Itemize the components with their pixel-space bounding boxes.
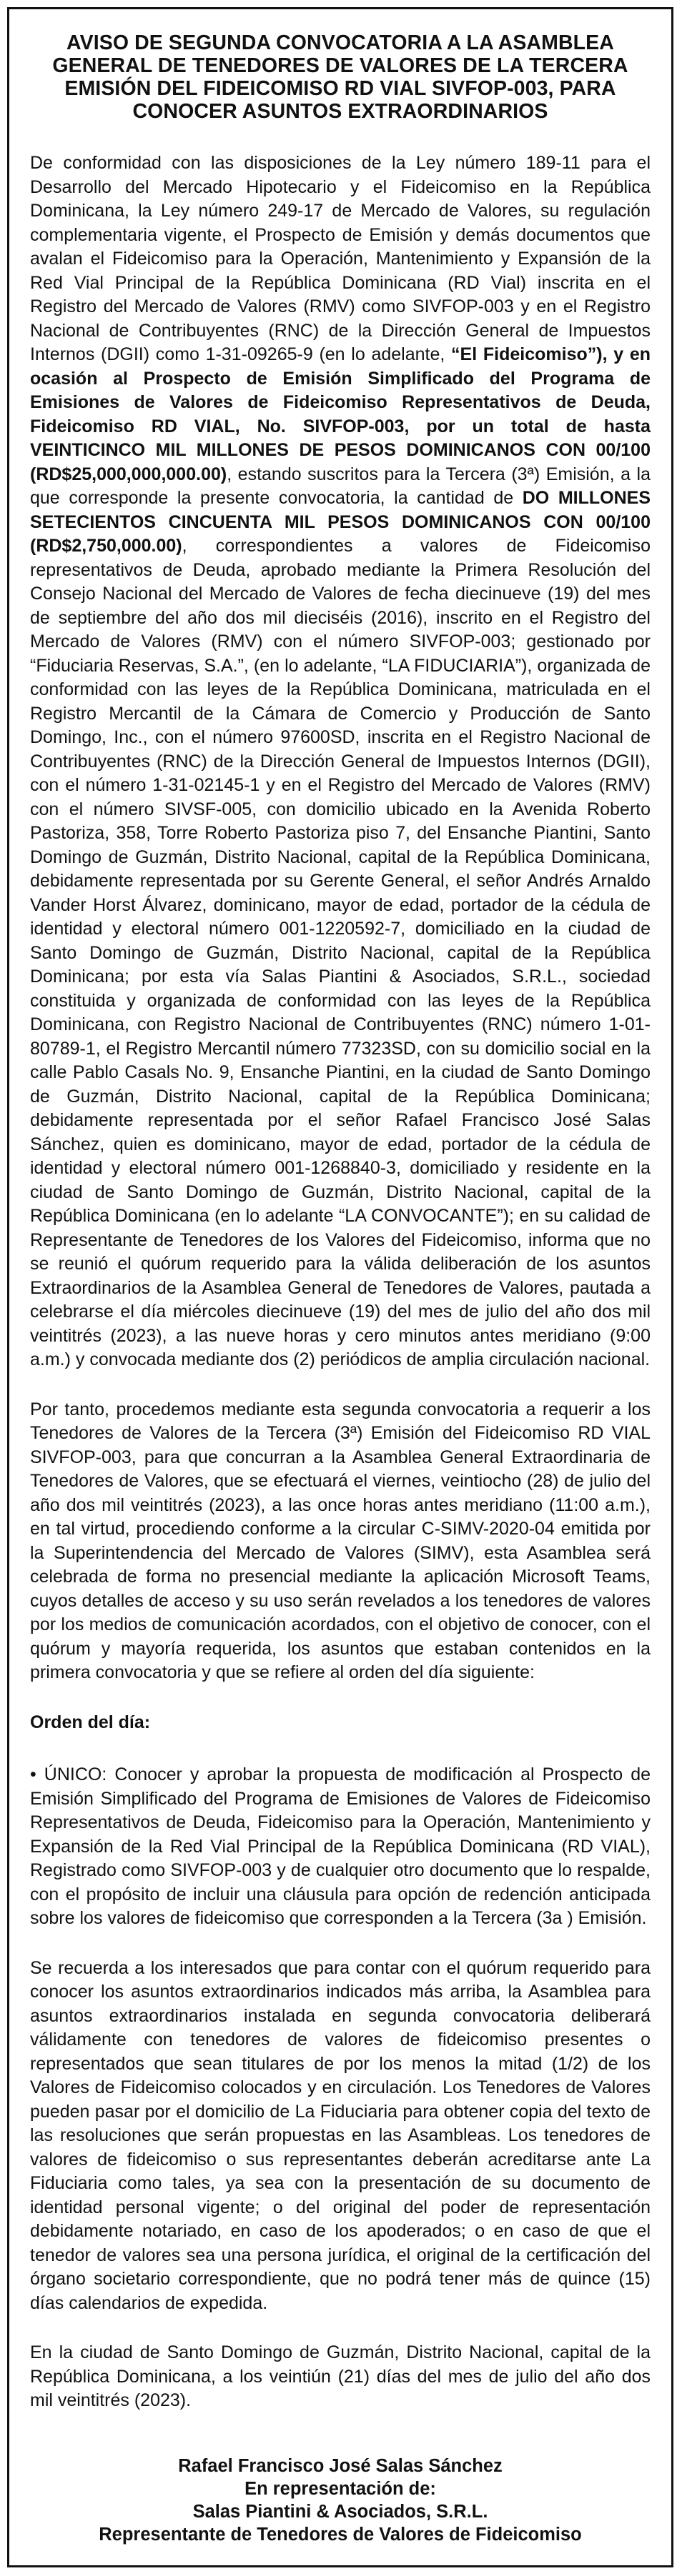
signer-role-line: En representación de: bbox=[244, 2478, 436, 2499]
signer-company: Salas Piantini & Asociados, S.R.L. bbox=[192, 2501, 488, 2522]
agenda-item-unico: • ÚNICO: Conocer y aprobar la propuesta de modificación al Prospecto de Emisión Simplificado del Programa de Emisiones de Valores de Fideicomiso Representativos de Deuda, Fideicomiso para la Operación, Mantenimiento y Expansión de la Red Vial Principal de la República Dominicana (RD VIAL), Registrado como SIVFOP-003 y de cualquier otro documento que lo respalde, con el propósito de incluir una cláusula para opción de redención anticipada sobre los valores de fideicomiso que corresponden a la Tercera (3a ) Emisión. bbox=[30, 1764, 651, 1928]
signer-name: Rafael Francisco José Salas Sánchez bbox=[178, 2455, 503, 2476]
signer-title: Representante de Tenedores de Valores de Fideicomiso bbox=[99, 2524, 582, 2545]
notice-body bbox=[30, 31, 651, 2546]
paragraph-date-place: En la ciudad de Santo Domingo de Guzmán, Distrito Nacional, capital de la República Dominicana, a los veintiún (21) días del mes de julio del año dos mil veintitrés (2023). bbox=[30, 2342, 651, 2410]
signature-block bbox=[30, 2455, 651, 2546]
p1-text-a: De conformidad con las disposiciones de la Ley número 189-11 para el Desarrollo del Mercado Hipotecario y el Fideicomiso en la República Dominicana, la Ley número 249-17 de Mercado de Valores, su regulación complementaria vigente, el Prospecto de Emisión y demás documentos que avalan el Fideicomiso para la Operación, Mantenimiento y Expansión de la Red Vial Principal de la República Dominicana (RD Vial) inscrita en el Registro del Mercado de Valores (RMV) como SIVFOP-003 y en el Registro Nacional de Contribuyentes (RNC) de la Dirección General de Impuestos Internos (DGII) como 1-31-09265-9 (en lo adelante, bbox=[30, 153, 651, 364]
p1-bold-offering: “El Fideicomiso”), y en ocasión al Prospecto de Emisión Simplificado del Programa de Emisiones de Valores de Fideicomiso Representativos de Deuda, Fideicomiso RD VIAL, No. SIVFOP-003, por un total de hasta VEINTICINCO MIL MILLONES DE PESOS DOMINICANOS CON 00/100 (RD$25,000,000,000.00) bbox=[30, 344, 651, 484]
p1-text-c: , estando suscritos para la Tercera (3ª) Emisión, a la que corresponde la presente convocatoria, la cantidad de bbox=[30, 464, 651, 508]
p1-bold-amount: DO MILLONES SETECIENTOS CINCUENTA MIL PESOS DOMINICANOS CON 00/100 (RD$2,750,000.00) bbox=[30, 488, 651, 556]
agenda-heading: Orden del día: bbox=[30, 1712, 151, 1732]
paragraph-second-call: Por tanto, procedemos mediante esta segunda convocatoria a requerir a los Tenedores de Valores de la Tercera (3ª) Emisión del Fideicomiso RD VIAL SIVFOP-003, para que concurran a la Asamblea General Extraordinaria de Tenedores de Valores, que se efectuará el viernes, veintiocho (28) de julio del año dos mil veintitrés (2023), a las once horas antes meridiano (11:00 a.m.), en tal virtud, procediendo conforme a la circular C-SIMV-2020-04 emitida por la Superintendencia del Mercado de Valores (SIMV), esta Asamblea será celebrada de forma no presencial mediante la aplicación Microsoft Teams, cuyos detalles de acceso y su uso serán revelados a los tenedores de valores por los medios de comunicación acordados, con el objetivo de conocer, con el quórum y mayoría requerida, los asuntos que estaban contenidos en la primera convocatoria y que se refiere al orden del día siguiente: bbox=[30, 1399, 651, 1682]
paragraph-background bbox=[30, 151, 651, 1372]
paragraph-quorum: Se recuerda a los interesados que para contar con el quórum requerido para conocer los asuntos extraordinarios indicados más arriba, la Asamblea para asuntos extraordinarios instalada en segunda convocatoria deliberará válidamente con tenedores de valores de fideicomiso presentes o representados que sean titulares de por los menos la mitad (1/2) de los Valores de Fideicomiso colocados y en circulación. Los Tenedores de Valores pueden pasar por el domicilio de La Fiduciaria para obtener copia del texto de las resoluciones que serán propuestas en las Asambleas. Los tenedores de valores de fideicomiso o sus representantes deberán acreditarse ante La Fiduciaria como tales, ya sea con la presentación de su documento de identidad personal vigente; o del original del poder de representación debidamente notariado, en caso de los apoderados; o en caso de que el tenedor de valores sea una persona jurídica, el original de la certificación del órgano societario correspondiente, que no podrá tener más de quince (15) días calendarios de expedida. bbox=[30, 1957, 651, 2313]
p1-text-e: , correspondientes a valores de Fideicomiso representativos de Deuda, aprobado mediante la Primera Resolución del Consejo Nacional del Mercado de Valores de fecha diecinueve (19) del mes de septiembre del año dos mil dieciséis (2016), inscrito en el Registro del Mercado de Valores (RMV) con el número SIVFOP-003; gestionado por “Fiduciaria Reservas, S.A.”, (en lo adelante, “LA FIDUCIARIA”), organizada de conformidad con las leyes de la República Dominicana, matriculada en el Registro Mercantil de la Cámara de Comercio y Producción de Santo Domingo, Inc., con el número 97600SD, inscrita en el Registro Nacional de Contribuyentes (RNC) de la Dirección General de Impuestos Internos (DGII), con el número 1-31-02145-1 y en el Registro del Mercado de Valores (RMV) con el número SIVSF-005, con domicilio ubicado en la Avenida Roberto Pastoriza, 358, Torre Roberto Pastoriza piso 7, del Ensanche Piantini, Santo Domingo de Guzmán, Distrito Nacional, capital de la República Dominicana, debidamente representada por su Gerente General, el señor Andrés Arnaldo Vander Horst Álvarez, dominicano, mayor de edad, portador de la cédula de identidad y electoral número 001-1220592-7, domiciliado en la ciudad de Santo Domingo de Guzmán, Distrito Nacional, capital de la República Dominicana; por esta vía Salas Piantini & Asociados, S.R.L., sociedad constituida y organizada de conformidad con las leyes de la República Dominicana, con Registro Nacional de Contribuyentes (RNC) número 1-01-80789-1, el Registro Mercantil número 77323SD, con su domicilio social en la calle Pablo Casals No. 9, Ensanche Piantini, en la ciudad de Santo Domingo de Guzmán, Distrito Nacional, capital de la República Dominicana; debidamente representada por el señor Rafael Francisco José Salas Sánchez, quien es dominicano, mayor de edad, portador de la cédula de identidad y electoral número 001-1268840-3, domiciliado y residente en la ciudad de Santo Domingo de Guzmán, Distrito Nacional, capital de la República Dominicana (en lo adelante “LA CONVOCANTE”); en su calidad de Representante de Tenedores de los Valores del Fideicomiso, informa que no se reunió el quórum requerido para la válida deliberación de los asuntos Extraordinarios de la Asamblea General de Tenedores de Valores, pautada a celebrarse el día miércoles diecinueve (19) del mes de julio del año dos mil veintitrés (2023), a las nueve horas y cero minutos antes meridiano (9:00 a.m.) y convocada mediante dos (2) periódicos de amplia circulación nacional. bbox=[30, 536, 651, 1369]
notice-title: AVISO DE SEGUNDA CONVOCATORIA A LA ASAMBLEA GENERAL DE TENEDORES DE VALORES DE LA TERCERA EMISIÓN DEL FIDEICOMISO RD VIAL SIVFOP-003, PARA CONOCER ASUNTOS EXTRAORDINARIOS bbox=[52, 31, 628, 123]
